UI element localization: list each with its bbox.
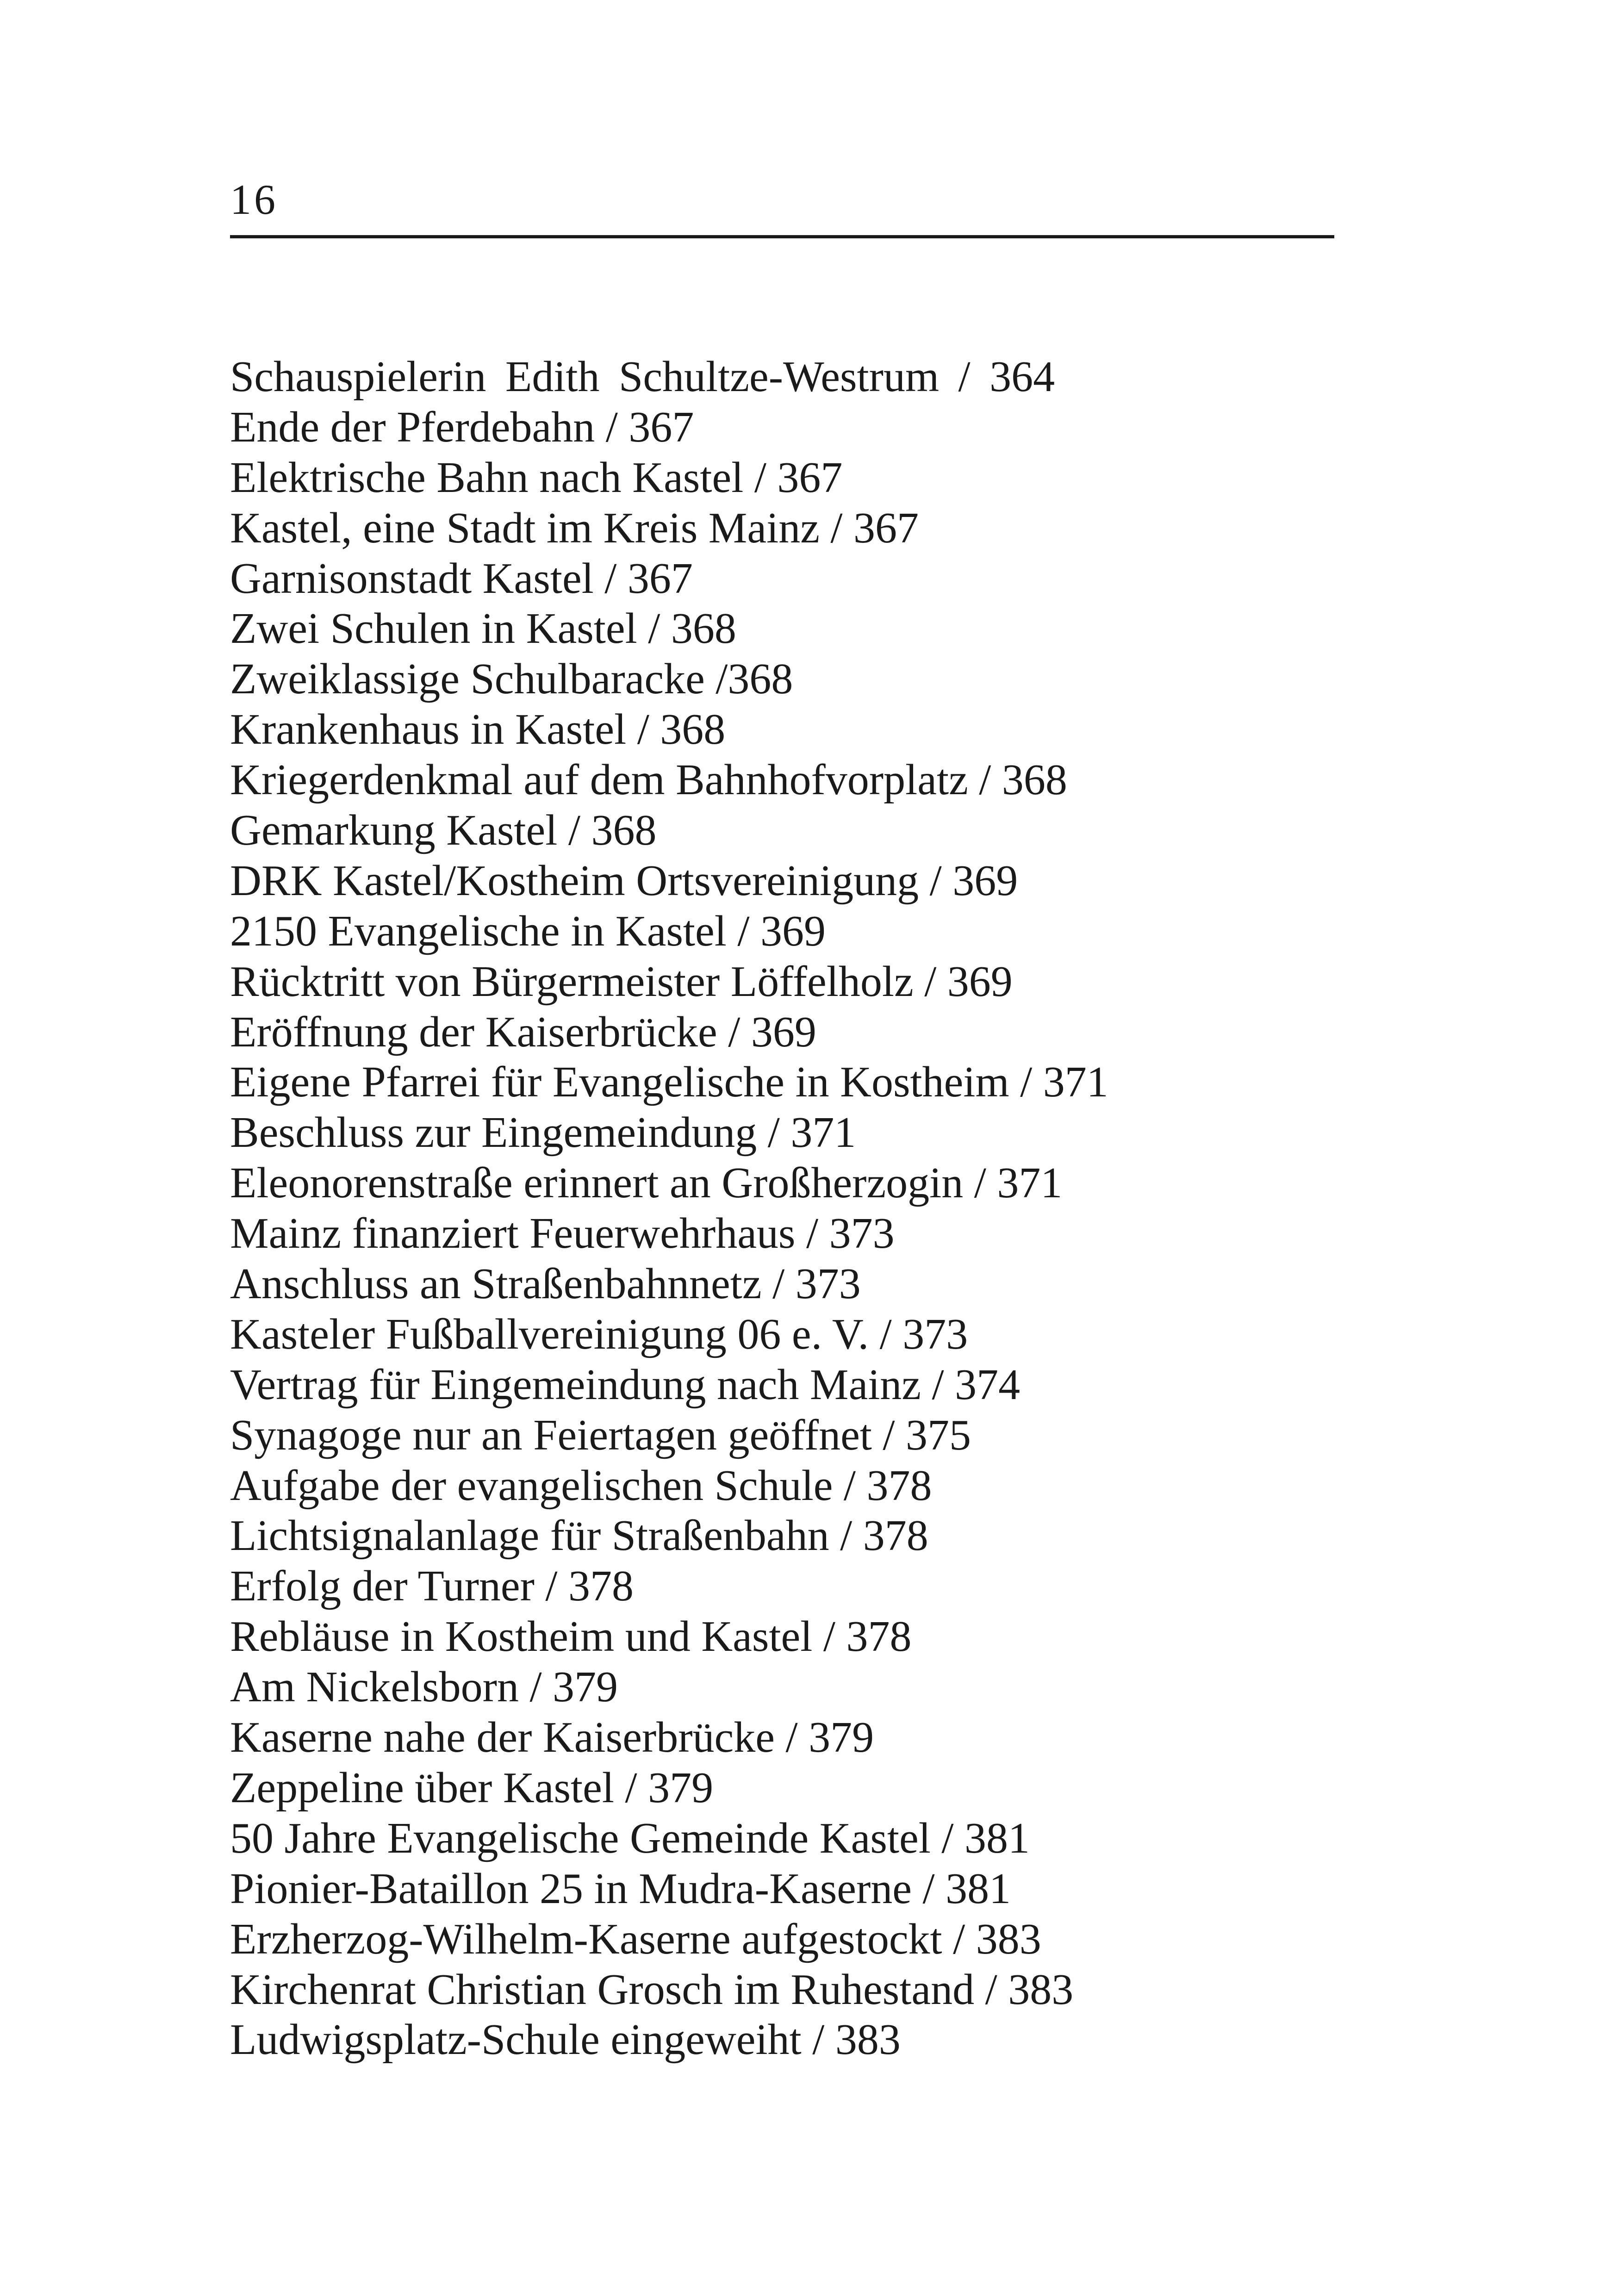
toc-entry: Rücktritt von Bürgermeister Löffelholz / 369	[230, 957, 1013, 1006]
toc-entry: Aufgabe der evangelischen Schule / 378	[230, 1461, 932, 1510]
toc-entry: Kriegerdenkmal auf dem Bahnhofvorplatz / 368	[230, 756, 1067, 804]
toc-entry: Synagoge nur an Feiertagen geöffnet / 375	[230, 1411, 971, 1459]
toc-entry: Vertrag für Eingemeindung nach Mainz / 374	[230, 1360, 1021, 1409]
toc-entry: Schauspielerin Edith Schultze-Westrum / 364	[230, 353, 1055, 401]
page-number: 16	[230, 176, 278, 223]
toc-entry: Kirchenrat Christian Grosch im Ruhestand / 383	[230, 1965, 1074, 2014]
toc-entry: Eröffnung der Kaiserbrücke / 369	[230, 1008, 816, 1056]
toc-entry: Gemarkung Kastel / 368	[230, 806, 657, 855]
toc-entry: Rebläuse in Kostheim und Kastel / 378	[230, 1612, 912, 1661]
toc-entry: Zweiklassige Schulbaracke /368	[230, 655, 793, 703]
toc-entry: Kasteler Fußballvereinigung 06 e. V. / 373	[230, 1310, 968, 1358]
toc-entry: Kaserne nahe der Kaiserbrücke / 379	[230, 1713, 874, 1762]
toc-entry: Elektrische Bahn nach Kastel / 367	[230, 453, 843, 502]
toc-entry: Eleonorenstraße erinnert an Großherzogin / 371	[230, 1159, 1063, 1207]
toc-entry: Lichtsignalanlage für Straßenbahn / 378	[230, 1512, 928, 1560]
toc-entry: Anschluss an Straßenbahnnetz / 373	[230, 1260, 861, 1308]
toc-entry: Zwei Schulen in Kastel / 368	[230, 604, 736, 653]
toc-entry: Ende der Pferdebahn / 367	[230, 403, 694, 451]
toc-entry: Zeppeline über Kastel / 379	[230, 1763, 714, 1812]
toc-entry: Am Nickelsborn / 379	[230, 1663, 618, 1711]
toc-entry: Kastel, eine Stadt im Kreis Mainz / 367	[230, 504, 919, 552]
toc-entry: DRK Kastel/Kostheim Ortsvereinigung / 369	[230, 856, 1018, 905]
table-of-contents-list	[230, 352, 1108, 2065]
toc-entry: Ludwigsplatz-Schule eingeweiht / 383	[230, 2016, 901, 2064]
header-rule	[230, 235, 1334, 238]
toc-entry: Erzherzog-Wilhelm-Kaserne aufgestockt / 383	[230, 1915, 1041, 1963]
toc-entry: Mainz finanziert Feuerwehrhaus / 373	[230, 1209, 895, 1258]
toc-entry: Garnisonstadt Kastel / 367	[230, 554, 693, 603]
toc-entry: Beschluss zur Eingemeindung / 371	[230, 1108, 856, 1157]
toc-entry: Eigene Pfarrei für Evangelische in Kostheim / 371	[230, 1058, 1108, 1107]
toc-entry: Krankenhaus in Kastel / 368	[230, 705, 726, 754]
toc-entry: 2150 Evangelische in Kastel / 369	[230, 907, 826, 955]
toc-entry: Pionier-Bataillon 25 in Mudra-Kaserne / 381	[230, 1864, 1011, 1913]
toc-entry: 50 Jahre Evangelische Gemeinde Kastel / 381	[230, 1814, 1030, 1862]
toc-entry: Erfolg der Turner / 378	[230, 1562, 634, 1611]
